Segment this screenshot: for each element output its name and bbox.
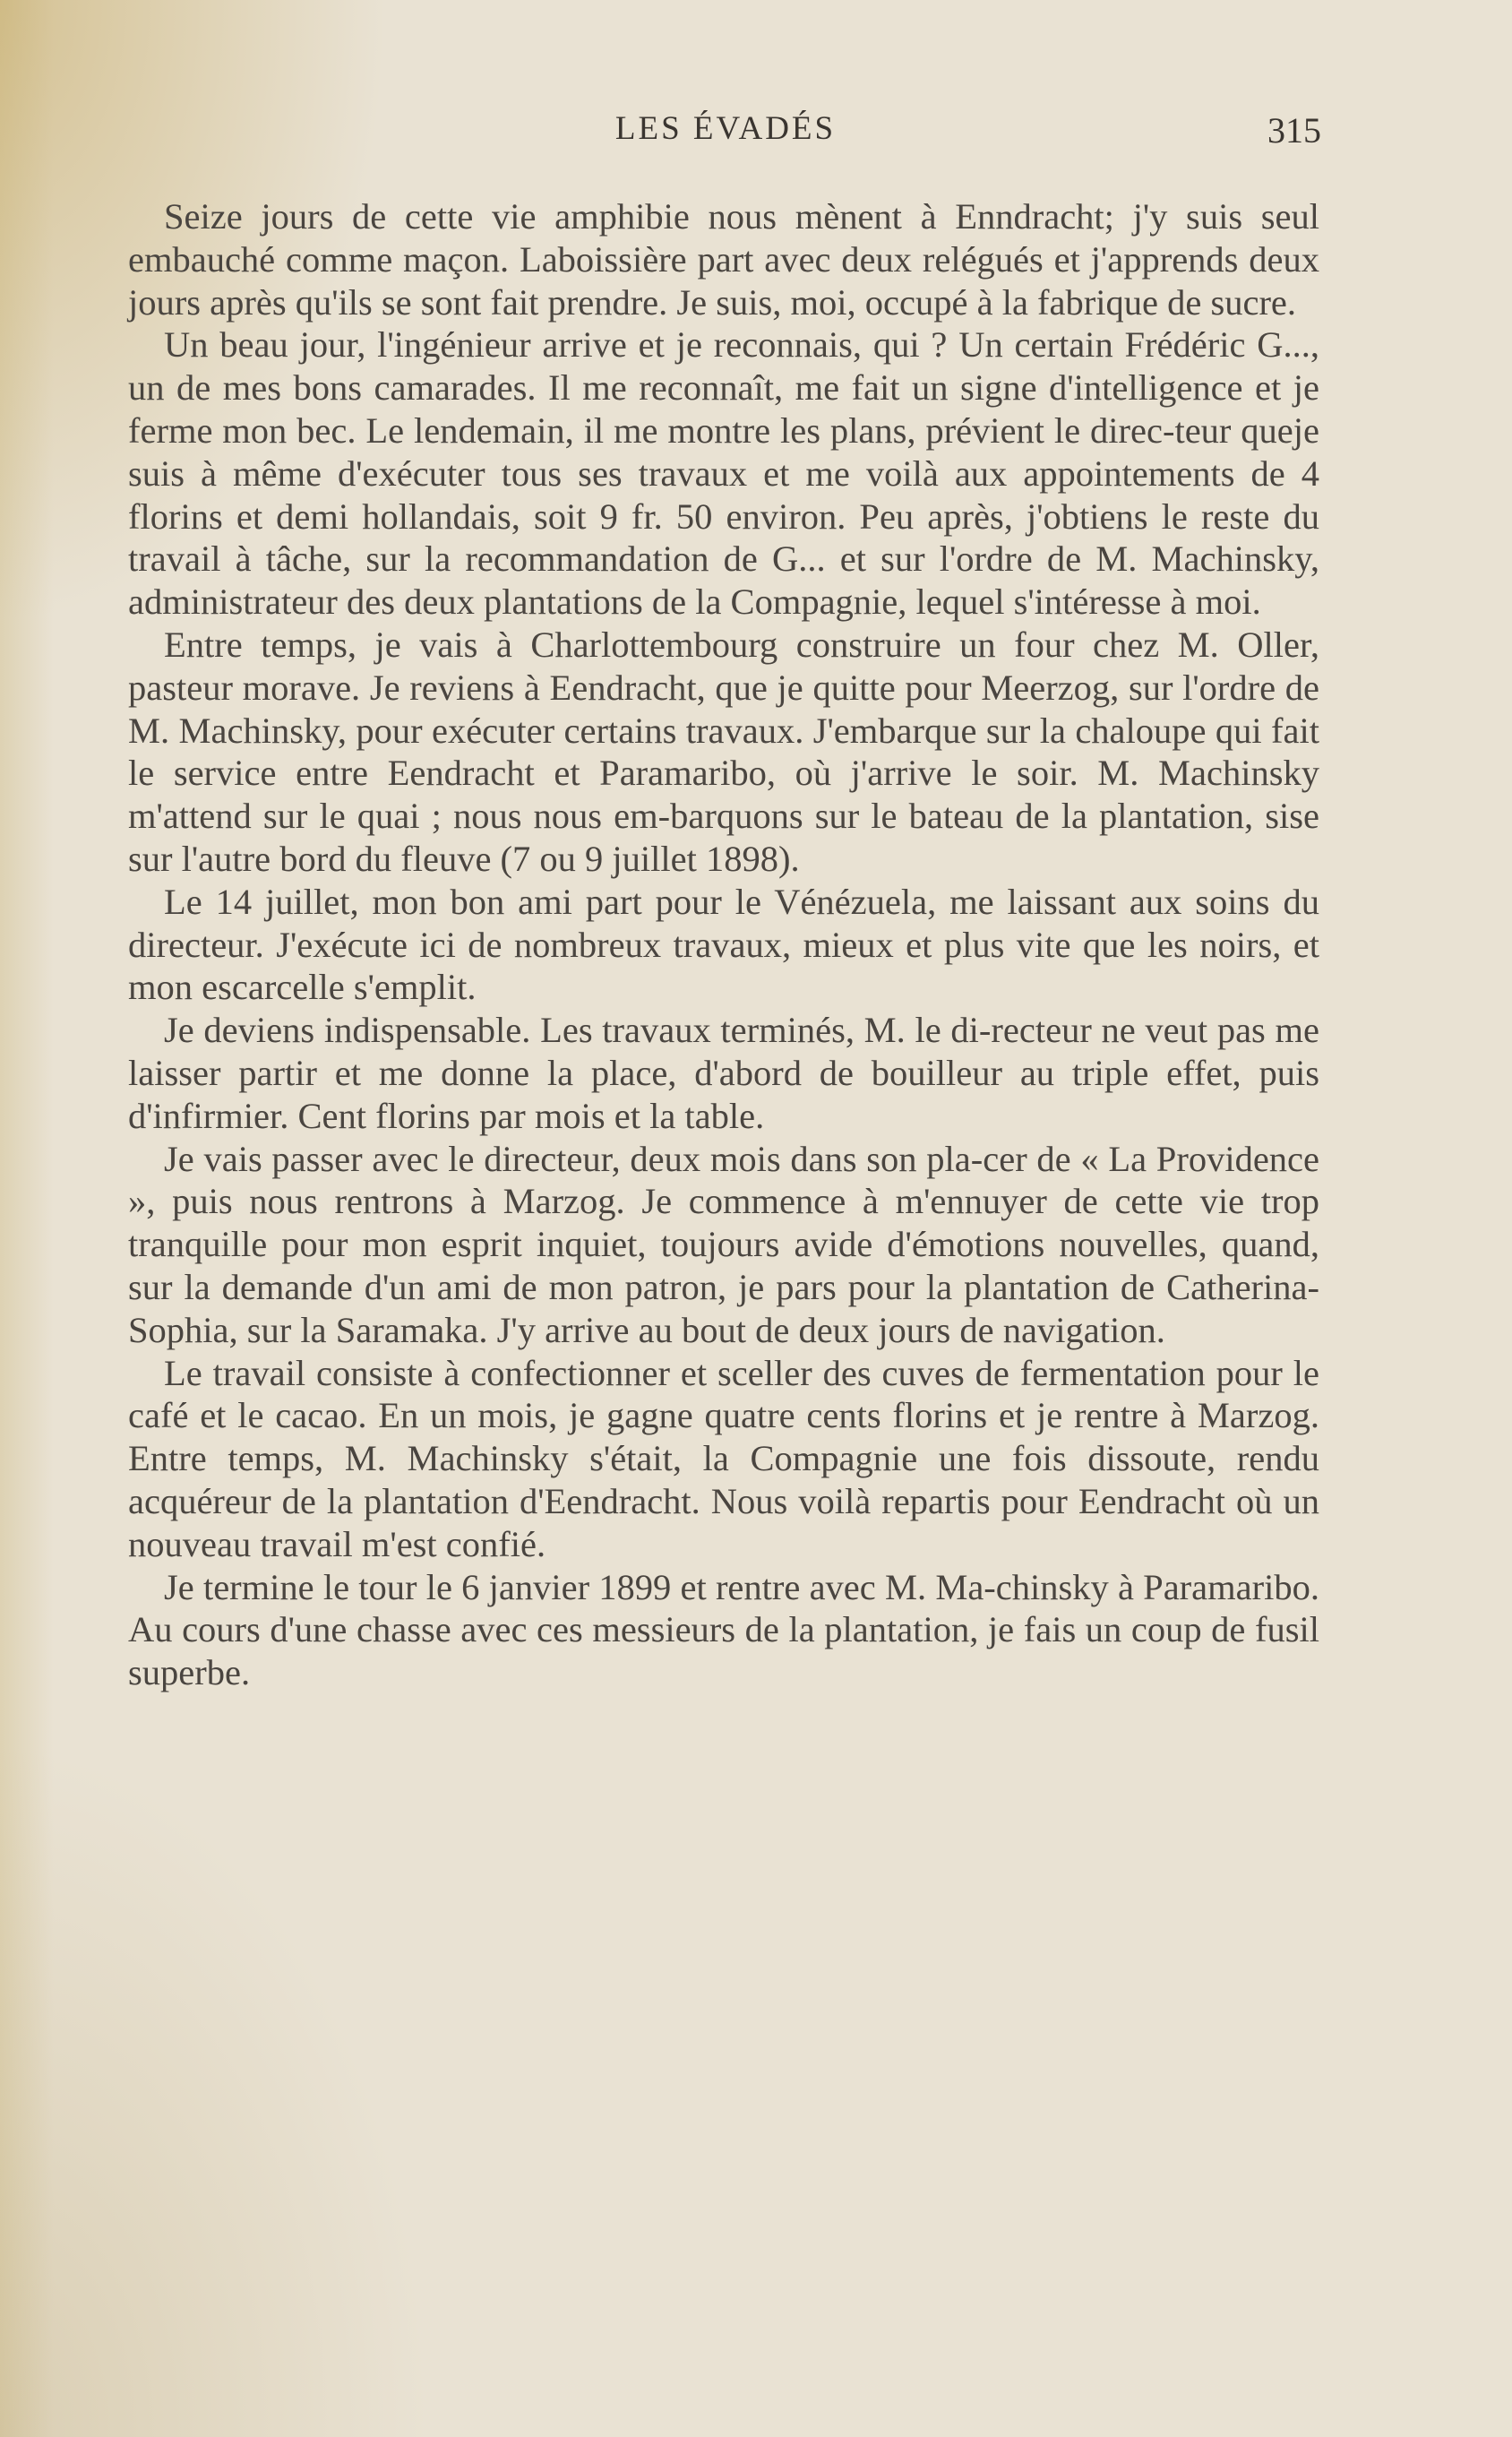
body-text <box>128 195 1319 1694</box>
paragraph: Entre temps, je vais à Charlottembourg construire un four chez M. Oller, pasteur morave. Je reviens à Eendracht, que je quitte pour Meerzog, sur l'ordre de M. Machinsky, pour exécuter certains travaux. J'embarque sur la chaloupe qui fait le service entre Eendracht et Paramaribo, où j'arrive le soir. M. Machinsky m'attend sur le quai ; nous nous em-barquons sur le bateau de la plantation, sise sur l'autre bord du fleuve (7 ou 9 juillet 1898). <box>128 624 1319 879</box>
paragraph: Seize jours de cette vie amphibie nous mènent à Enndracht; j'y suis seul embauché comme maçon. Laboissière part avec deux relégués et j'apprends deux jours après qu'ils se sont fait prendre. Je suis, moi, occupé à la fabrique de sucre. <box>128 196 1319 323</box>
paragraph: Je deviens indispensable. Les travaux terminés, M. le di-recteur ne veut pas me laisser partir et me donne la place, d'abord de bouilleur au triple effet, puis d'infirmier. Cent florins par mois et la table. <box>128 1010 1319 1136</box>
paragraph: Je vais passer avec le directeur, deux mois dans son pla-cer de « La Providence », puis nous rentrons à Marzog. Je commence à m'ennuyer de cette vie trop tranquille pour mon esprit inquiet, toujours avide d'émotions nouvelles, quand, sur la demande d'un ami de mon patron, je pars pour la plantation de Catherina-Sophia, sur la Saramaka. J'y arrive au bout de deux jours de navigation. <box>128 1138 1319 1350</box>
running-title: LES ÉVADÉS <box>614 110 837 147</box>
paragraph: Le 14 juillet, mon bon ami part pour le Vénézuela, me laissant aux soins du directeur. J'exécute ici de nombreux travaux, mieux et plus vite que les noirs, et mon escarcelle s'emplit. <box>128 881 1319 1008</box>
paragraph: Un beau jour, l'ingénieur arrive et je reconnais, qui ? Un certain Frédéric G..., un de mes bons camarades. Il me reconnaît, me fait un signe d'intelligence et je ferme mon bec. Le lendemain, il me montre les plans, prévient le direc-teur queje suis à même d'exécuter tous ses travaux et me voilà aux appointements de 4 florins et demi hollandais, soit 9 fr. 50 environ. Peu après, j'obtiens le reste du travail à tâche, sur la recommandation de G... et sur l'ordre de M. Machinsky, administrateur des deux plantations de la Compagnie, lequel s'intéresse à moi. <box>128 324 1319 623</box>
paragraph: Je termine le tour le 6 janvier 1899 et rentre avec M. Ma-chinsky à Paramaribo. Au cours d'une chasse avec ces messieurs de la plantation, je fais un coup de fusil superbe. <box>128 1566 1319 1693</box>
paragraph: Le travail consiste à confectionner et sceller des cuves de fermentation pour le café et le cacao. En un mois, je gagne quatre cents florins et je rentre à Marzog. Entre temps, M. Machinsky s'était, la Compagnie une fois dissoute, rendu acquéreur de la plantation d'Eendracht. Nous voilà repartis pour Eendracht où un nouveau travail m'est confié. <box>128 1352 1319 1564</box>
page-number: 315 <box>1267 110 1321 151</box>
page-header <box>130 106 1321 159</box>
